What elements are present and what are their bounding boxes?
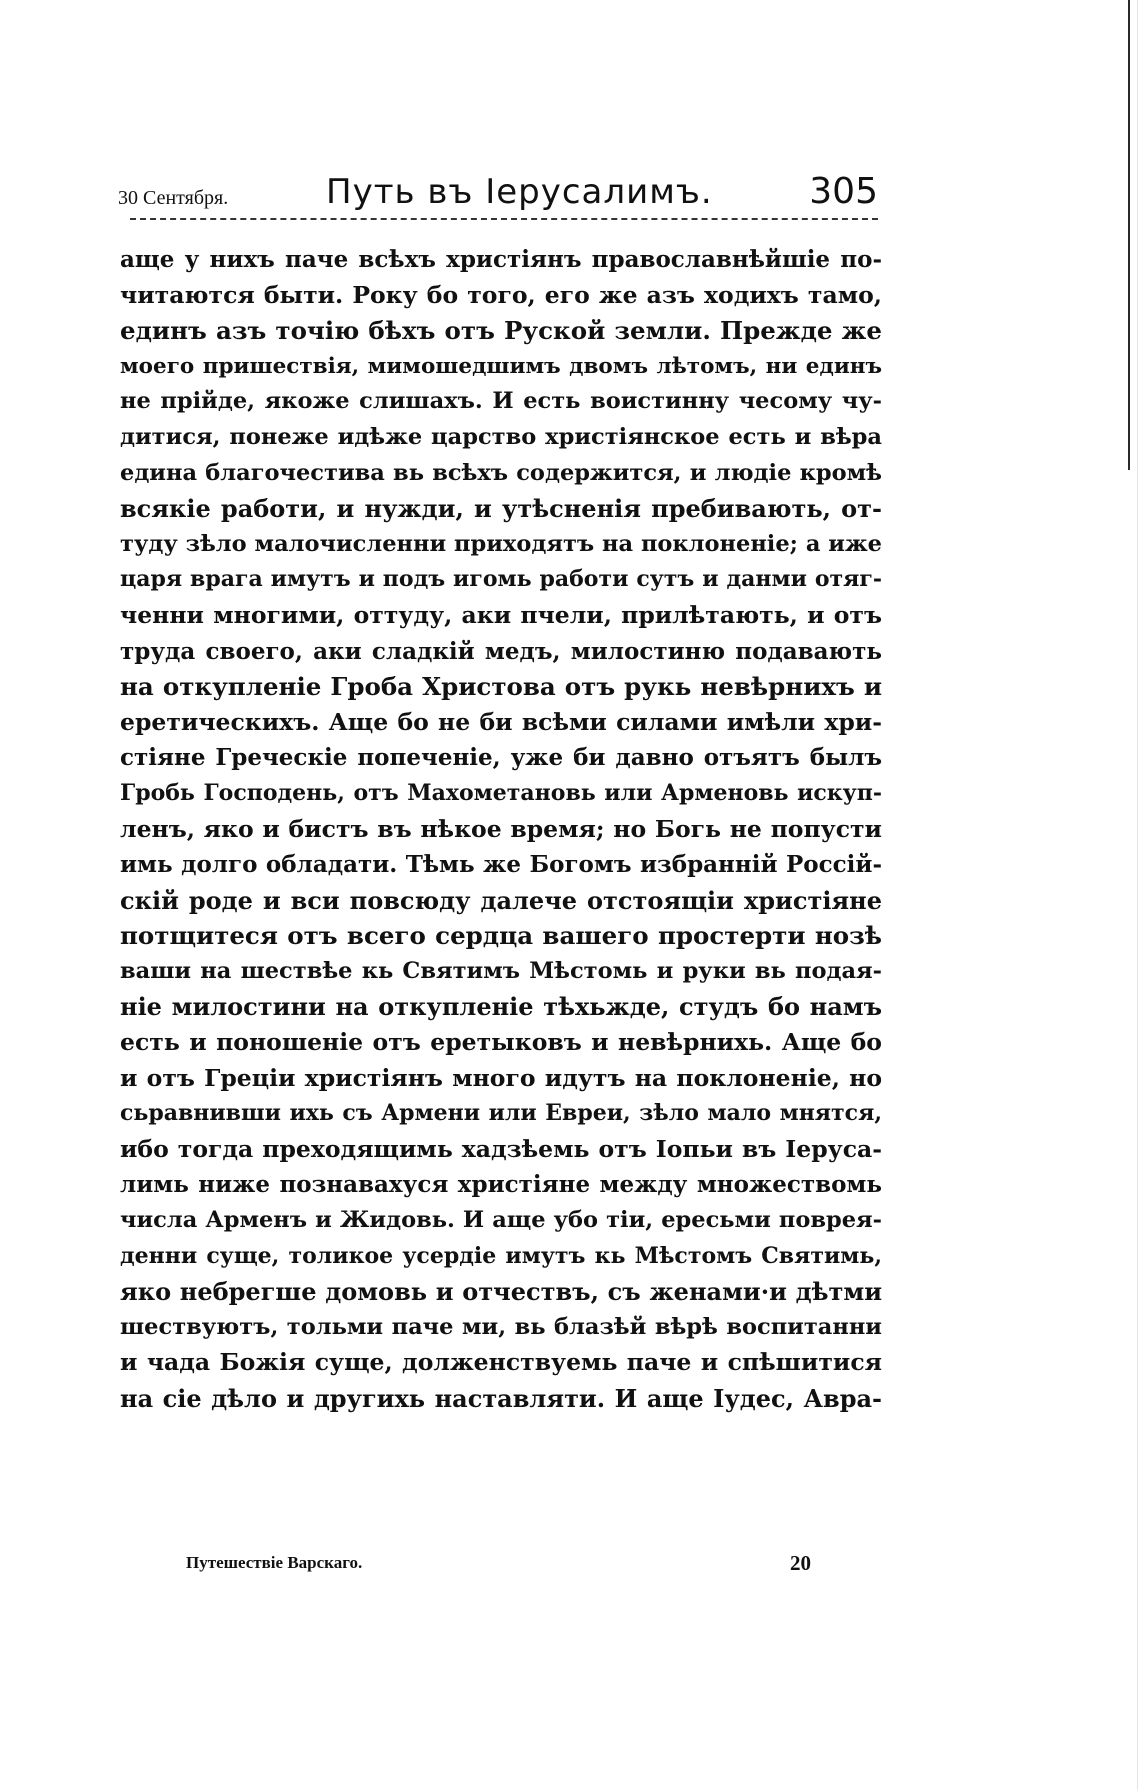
text-line: потщитеся отъ всего сердца вашего простерти нозѣ <box>120 921 882 951</box>
text-line: царя врага имутъ и подъ игомь работи сутъ и данми отяг- <box>120 566 882 593</box>
footer-book-title: Путешествiе Варскаго. <box>186 1553 363 1572</box>
text-line: еретическихъ. Аще бо не би всѣми силами имѣли хри- <box>120 707 882 736</box>
text-line: ленъ, яко и бистъ въ нѣкое время; но Богь не попусти <box>120 814 882 843</box>
text-line: на сiе дѣло и другихь наставляти. И аще Iудес, Авра- <box>120 1384 882 1413</box>
text-line: яко небрегше домовь и отчествъ, съ женами·и дѣтми <box>120 1277 882 1307</box>
footer-signature-number: 20 <box>790 1551 811 1575</box>
text-line: числа Арменъ и Жидовь. И аще убо тiи, ересьми поврея- <box>120 1207 882 1234</box>
text-line: Гробь Господень, отъ Махометановь или Арменовь искуп- <box>120 779 882 806</box>
text-line: труда своего, аки сладкiй медъ, милостиню подавають <box>120 637 882 665</box>
text-line: и отъ Греціи христiянъ много идутъ на поклоненiе, но <box>120 1063 882 1092</box>
text-line: денни суще, толикое усердiе имутъ кь Мѣстомъ Святимь, <box>120 1242 882 1269</box>
header-title: Путь въ Iерусалимъ. <box>326 172 713 212</box>
text-line: читаются быти. Року бо того, его же азъ ходихъ тамо, <box>120 280 882 309</box>
text-line: стiяне Греческiе попеченiе, уже би давно отъятъ былъ <box>120 744 882 772</box>
text-line: дитися, понеже идѣже царство христiянское есть и вѣра <box>120 423 882 450</box>
text-line: и чада Божiя суще, долженствуемь паче и спѣшитися <box>120 1348 882 1377</box>
text-line: на откупленiе Гроба Христова отъ рукь невѣрнихъ и <box>120 672 882 702</box>
header-rule <box>130 218 878 220</box>
text-line: имь долго обладати. Тѣмь же Богомъ избраннiй Россiй- <box>120 851 882 879</box>
text-line: ибо тогда преходящимь хадзѣемь отъ Iопьи въ Iеруса- <box>120 1134 882 1163</box>
page-edge-line <box>1137 0 1138 1790</box>
running-header <box>118 168 878 218</box>
text-line: едина благочестива вь всѣхъ содержится, и людiе кромѣ <box>120 459 882 486</box>
text-line: есть и поношенiе отъ еретыковъ и невѣрнихь. Аще бо <box>120 1028 882 1057</box>
page-edge-shadow <box>1128 0 1130 470</box>
text-line: лимь ниже познавахуся христiяне между множествомь <box>120 1171 882 1199</box>
text-line: аще у нихъ паче всѣхъ христiянъ православнѣйшiе по- <box>120 246 882 273</box>
text-line: всякiе работи, и нужди, и утѣсненiя пребивають, от- <box>120 494 882 524</box>
text-line: скiй роде и вси повсюду далече отстоящiи христiяне <box>120 885 882 915</box>
text-line: не прiйде, якоже слишахъ. И есть воистинну чесому чу- <box>120 388 882 415</box>
text-line: единъ азъ точiю бѣхъ отъ Руской земли. Прежде же <box>120 316 882 346</box>
page-number: 305 <box>809 171 878 212</box>
text-line: сьравнивши ихь съ Армени или Евреи, зѣло мало мнятся, <box>120 1100 882 1127</box>
text-line: ченни многими, оттуду, аки пчели, прилѣтають, и отъ <box>120 600 882 629</box>
body-text <box>120 242 882 1417</box>
text-line: туду зѣло малочисленни приходятъ на поклоненiе; а иже <box>120 530 882 557</box>
text-line: ваши на шествѣе кь Святимъ Мѣстомь и руки вь подая- <box>120 957 882 984</box>
page-footer <box>186 1553 816 1583</box>
text-line: шествуютъ, тольми паче ми, вь блазѣй вѣрѣ воспитанни <box>120 1313 882 1340</box>
text-line: нiе милостини на откупленiе тѣхьжде, студъ бо намъ <box>120 992 882 1022</box>
text-line: моего пришествiя, мимошедшимъ двомъ лѣтомъ, ни единъ <box>120 353 882 379</box>
header-date: 30 Сентября. <box>118 187 229 209</box>
